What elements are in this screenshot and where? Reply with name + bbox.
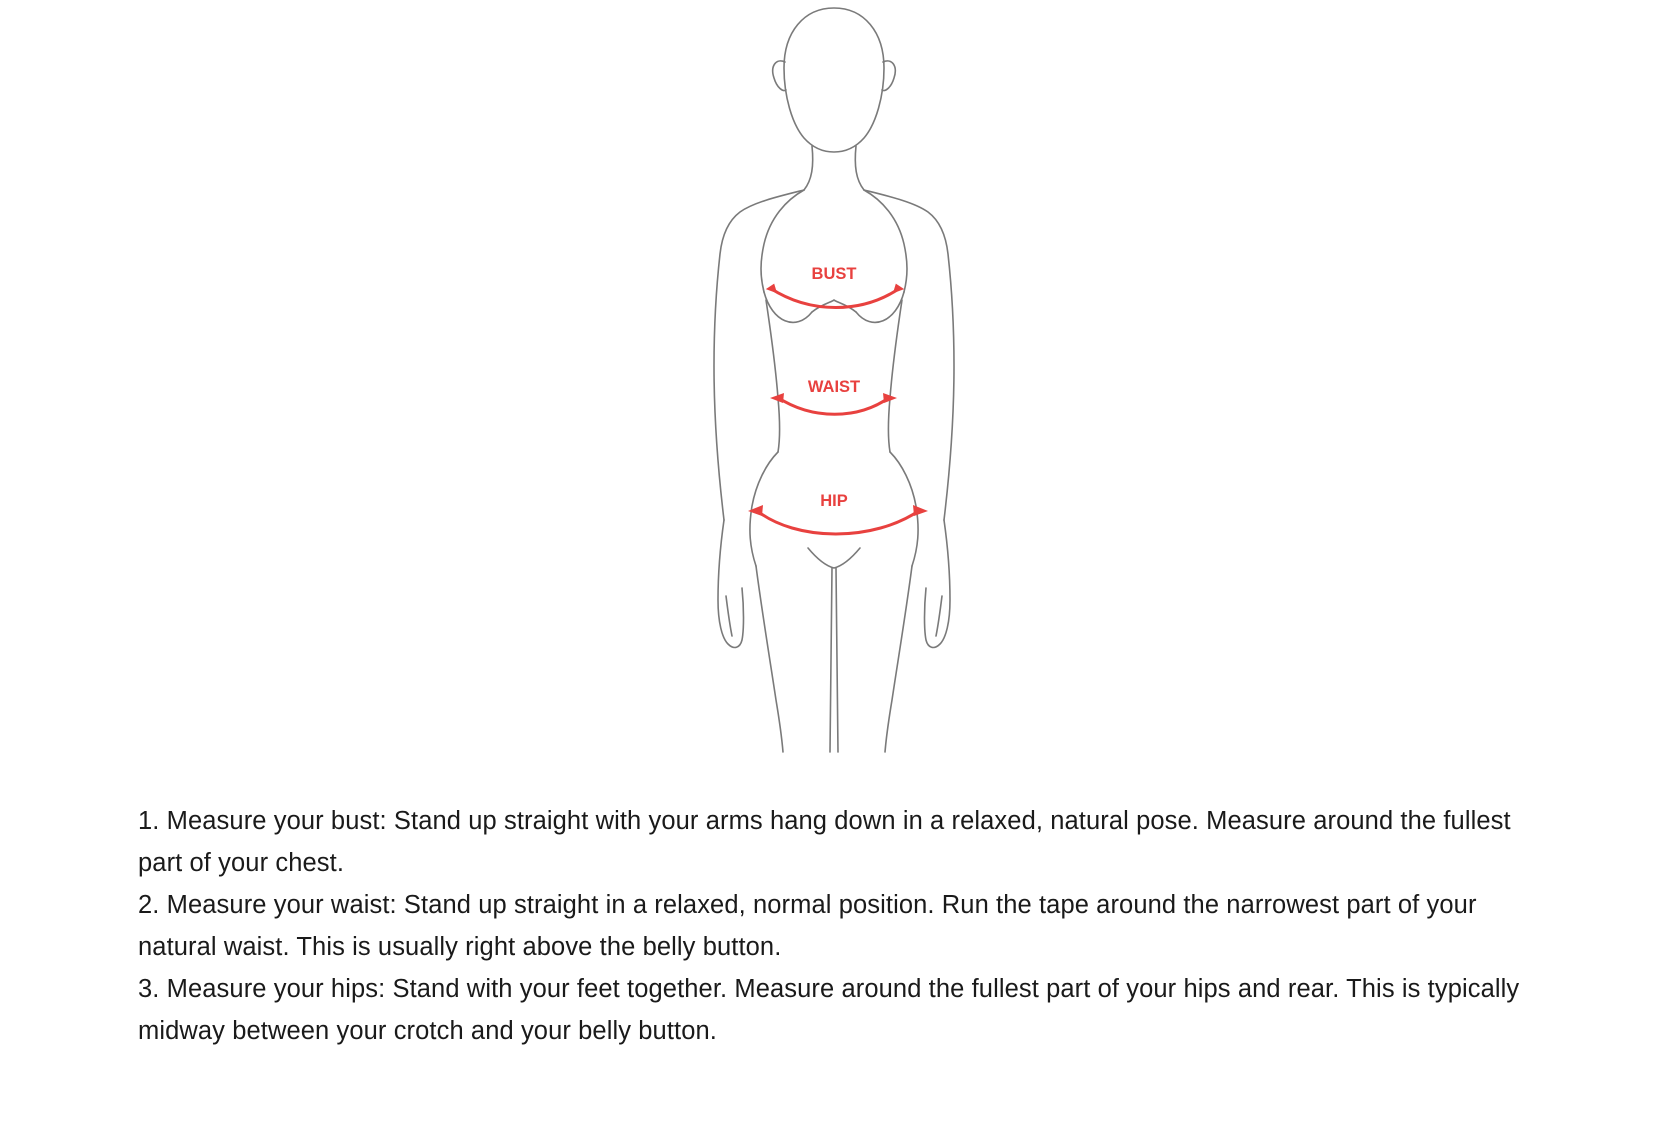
outer-leg-left: [756, 566, 783, 752]
left-arm-outer: [714, 190, 804, 520]
right-arm-outer: [864, 190, 954, 520]
instruction-hips: 3. Measure your hips: Stand with your feet together. Measure around the fullest part of your hips and rear. This is typically midway between your crotch and your belly button.: [138, 975, 1520, 1045]
inner-leg-left: [830, 568, 832, 752]
neck-left: [804, 146, 813, 190]
waist-measurement-group: [770, 376, 897, 414]
right-waist: [889, 300, 903, 452]
bust-measure-line: [770, 288, 900, 308]
instruction-waist: 2. Measure your waist: Stand up straight in a relaxed, normal position. Run the tape around the narrowest part of your natural waist. This is usually right above the belly button.: [138, 891, 1477, 961]
hip-label: HIP: [820, 492, 848, 510]
bust-label: BUST: [811, 265, 857, 283]
hip-arrow-right: [913, 505, 928, 516]
outer-leg-right: [885, 566, 912, 752]
hip-measure-line: [756, 510, 920, 534]
right-hand-finger: [936, 596, 942, 636]
waist-label: WAIST: [807, 378, 861, 396]
female-body-figure-svg: [574, 0, 1094, 760]
waist-measure-line: [777, 397, 890, 414]
left-waist: [766, 300, 780, 452]
crotch-line: [808, 548, 860, 568]
hip-measurement-group: [748, 490, 928, 534]
instruction-bust: 1. Measure your bust: Stand up straight with your arms hang down in a relaxed, natural pose. Measure around the fullest part of your chest.: [138, 807, 1511, 877]
head-outline: [784, 8, 884, 152]
inner-leg-right: [836, 568, 838, 752]
right-bust-curve: [856, 292, 904, 322]
left-hand-finger: [726, 596, 732, 636]
measurement-instructions: [138, 800, 1538, 1052]
neck-right: [855, 146, 864, 190]
